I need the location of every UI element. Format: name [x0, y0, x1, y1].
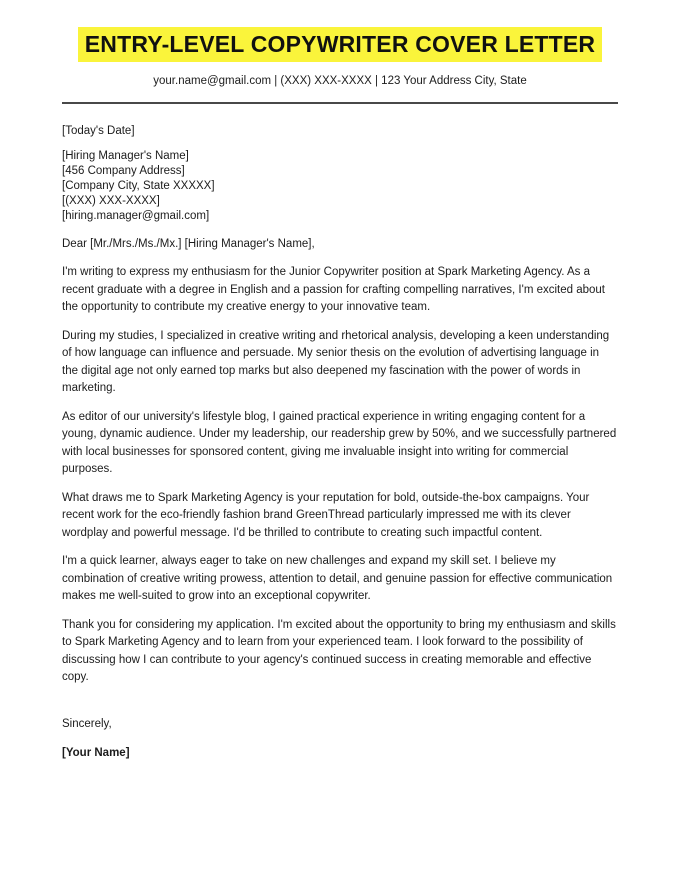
recipient-block — [62, 149, 618, 225]
contact-line: your.name@gmail.com | (XXX) XXX-XXXX | 123 Your Address City, State — [153, 75, 527, 87]
title-highlight: ENTRY-LEVEL COPYWRITER COVER LETTER — [78, 27, 602, 62]
body-paragraph-intro: I'm writing to express my enthusiasm for the Junior Copywriter position at Spark Marketing Agency. As a recent graduate with a degree in English and a passion for crafting compelling narratives, I'm excited about the opportunity to contribute my creative energy to your innovative team. — [62, 266, 606, 314]
page-title — [62, 28, 618, 61]
body-paragraph-skills: I'm a quick learner, always eager to take on new challenges and expand my skill set. I believe my combination of creative writing prowess, attention to detail, and genuine passion for effective communication makes me well-suited to grow into an exceptional copywriter. — [62, 555, 613, 603]
divider-rule — [62, 102, 618, 104]
recipient-line-email: [hiring.manager@gmail.com] — [62, 210, 210, 223]
signature: [Your Name] — [62, 747, 130, 760]
letter-body — [62, 123, 618, 763]
body-paragraph-thanks: Thank you for considering my application. I'm excited about the opportunity to bring my enthusiasm and skills to Spark Marketing Agency and to learn from your experienced team. I look forward to the possibility of discussing how I can contribute to your agency's continued success in creating memorable and effective copy. — [62, 618, 616, 684]
recipient-line-city-state: [Company City, State XXXXX] — [62, 179, 215, 192]
date-line: [Today's Date] — [62, 125, 135, 137]
closing: Sincerely, — [62, 717, 112, 730]
body-paragraph-blog-experience: As editor of our university's lifestyle blog, I gained practical experience in writing engaging content for a young, dynamic audience. Under my leadership, our readership grew by 50%, and we successfully partnered with local businesses for sponsored content, giving me invaluable insight into writing for commercial purposes. — [62, 410, 617, 476]
recipient-line-phone: [(XXX) XXX-XXXX] — [62, 195, 160, 208]
salutation: Dear [Mr./Mrs./Ms./Mx.] [Hiring Manager's Name], — [62, 237, 315, 250]
body-paragraph-studies: During my studies, I specialized in creative writing and rhetorical analysis, developing a keen understanding of how language can influence and persuade. My senior thesis on the evolution of advertising language in the digital age not only earned top marks but also deepened my fascination with the power of words in marketing. — [62, 329, 610, 395]
recipient-line-name: [Hiring Manager's Name] — [62, 149, 189, 162]
recipient-line-address: [456 Company Address] — [62, 164, 185, 177]
body-paragraph-why-agency: What draws me to Spark Marketing Agency is your reputation for bold, outside-the-box campaigns. Your recent work for the eco-friendly fashion brand GreenThread particularly impressed me with its clever wordplay and powerful message. I'd be thrilled to contribute to creating such impactful content. — [62, 491, 590, 539]
document-header — [62, 28, 618, 87]
